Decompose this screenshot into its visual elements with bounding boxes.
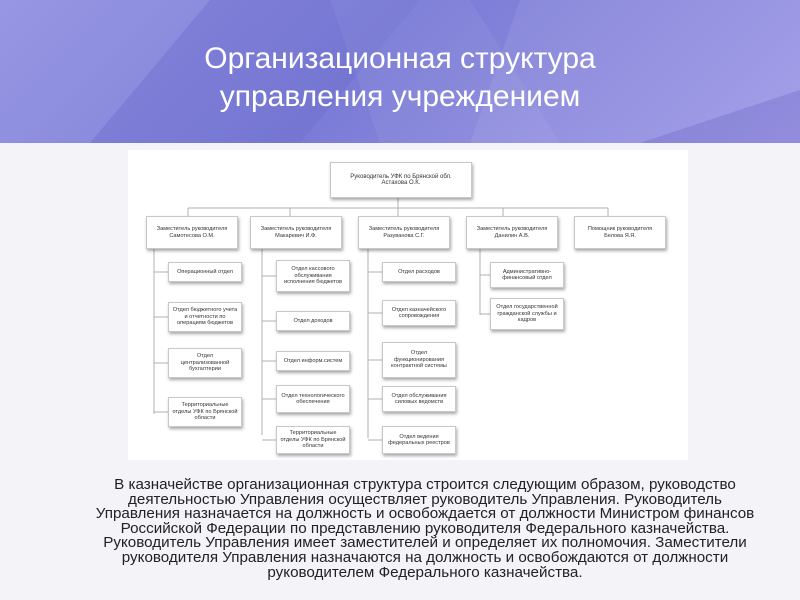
department-label: Отдел функционирования контрактной системы xyxy=(391,350,447,370)
department-box xyxy=(382,386,456,412)
title-banner xyxy=(0,0,800,143)
deputy-box xyxy=(466,216,558,249)
department-label: Отдел казначейского сопровождения xyxy=(391,306,447,319)
assistant-name: Белова Я.Я. xyxy=(604,232,636,239)
department-box xyxy=(276,351,350,371)
org-root-line-1: Руководитель УФК по Брянской обл. xyxy=(350,173,452,180)
deputy-box xyxy=(358,216,450,249)
department-label: Отдел информ.систем xyxy=(283,357,343,364)
deputy-name: Данилин А.В. xyxy=(494,232,530,239)
org-root-box xyxy=(330,162,472,198)
department-label: Отдел кассового обслуживания исполнения бюджетов xyxy=(284,266,342,286)
deputy-title: Заместитель руководителя xyxy=(368,226,440,233)
org-root-line-2: Астахова О.К. xyxy=(381,180,421,186)
department-label: Отдел расходов xyxy=(398,268,440,275)
department-label: Отдел ведения федеральных реестров xyxy=(388,433,450,446)
department-label: Отдел бюджетного учета и отчетности по операциям бюджетов xyxy=(172,307,238,327)
page-title-line-2: управления учреждением xyxy=(219,80,581,113)
department-box xyxy=(490,262,564,288)
department-box xyxy=(168,302,242,332)
deputy-name: Разуванова С.Г. xyxy=(383,232,425,239)
department-label: Отдел технологического обеспечения xyxy=(281,392,345,405)
department-label: Территориальные отделы УФК по Брянской области xyxy=(280,430,346,450)
department-box xyxy=(276,426,350,454)
department-box xyxy=(168,397,242,427)
deputy-title: Заместитель руководителя xyxy=(156,226,228,233)
department-box xyxy=(382,262,456,282)
department-box xyxy=(490,298,564,330)
department-box xyxy=(168,348,242,378)
deputy-title: Заместитель руководителя xyxy=(260,226,332,233)
department-box xyxy=(168,262,242,282)
department-box xyxy=(276,260,350,292)
deputy-title: Заместитель руководителя xyxy=(476,226,548,233)
department-label: Административно-финансовый отдел xyxy=(502,268,552,281)
department-label: Территориальные отделы УФК по Брянской области xyxy=(172,402,238,422)
department-label: Отдел государственной гражданской службы и кадров xyxy=(496,304,558,324)
department-box xyxy=(276,311,350,331)
page-title xyxy=(0,40,800,116)
department-box xyxy=(382,426,456,454)
department-label: Отдел доходов xyxy=(293,317,333,324)
department-box xyxy=(276,385,350,413)
department-box xyxy=(382,342,456,378)
department-label: Отдел обслуживания силовых ведомств xyxy=(391,392,447,405)
description-paragraph: В казначействе организационная структура строится следующим образом, руководство деятельностью Управления осуществляет руководитель Управления. Руководитель Управления назначается на должность и освобождается от должности Министром финансов Российской Федерации по представлению руководителя Федерального казначейства. Руководитель Управления имеет заместителей и определяет их полномочия. Заместители руководителя Управления назначаются на должность и освобождаются от должности руководителем Федерального казначейства. xyxy=(95,476,755,581)
deputy-name: Самотесова О.М. xyxy=(169,232,215,239)
deputy-name: Макаревич И.Ф. xyxy=(275,232,317,239)
assistant-title: Помощник руководителя xyxy=(587,226,653,233)
deputy-box xyxy=(146,216,238,249)
department-label: Отдел централизованной бухгалтерии xyxy=(180,353,230,373)
deputy-box xyxy=(250,216,342,249)
org-chart xyxy=(128,150,688,460)
page-title-line-1: Организационная структура xyxy=(204,42,596,75)
assistant-box xyxy=(574,216,666,249)
department-label: Операционный отдел xyxy=(177,268,233,275)
department-box xyxy=(382,300,456,326)
